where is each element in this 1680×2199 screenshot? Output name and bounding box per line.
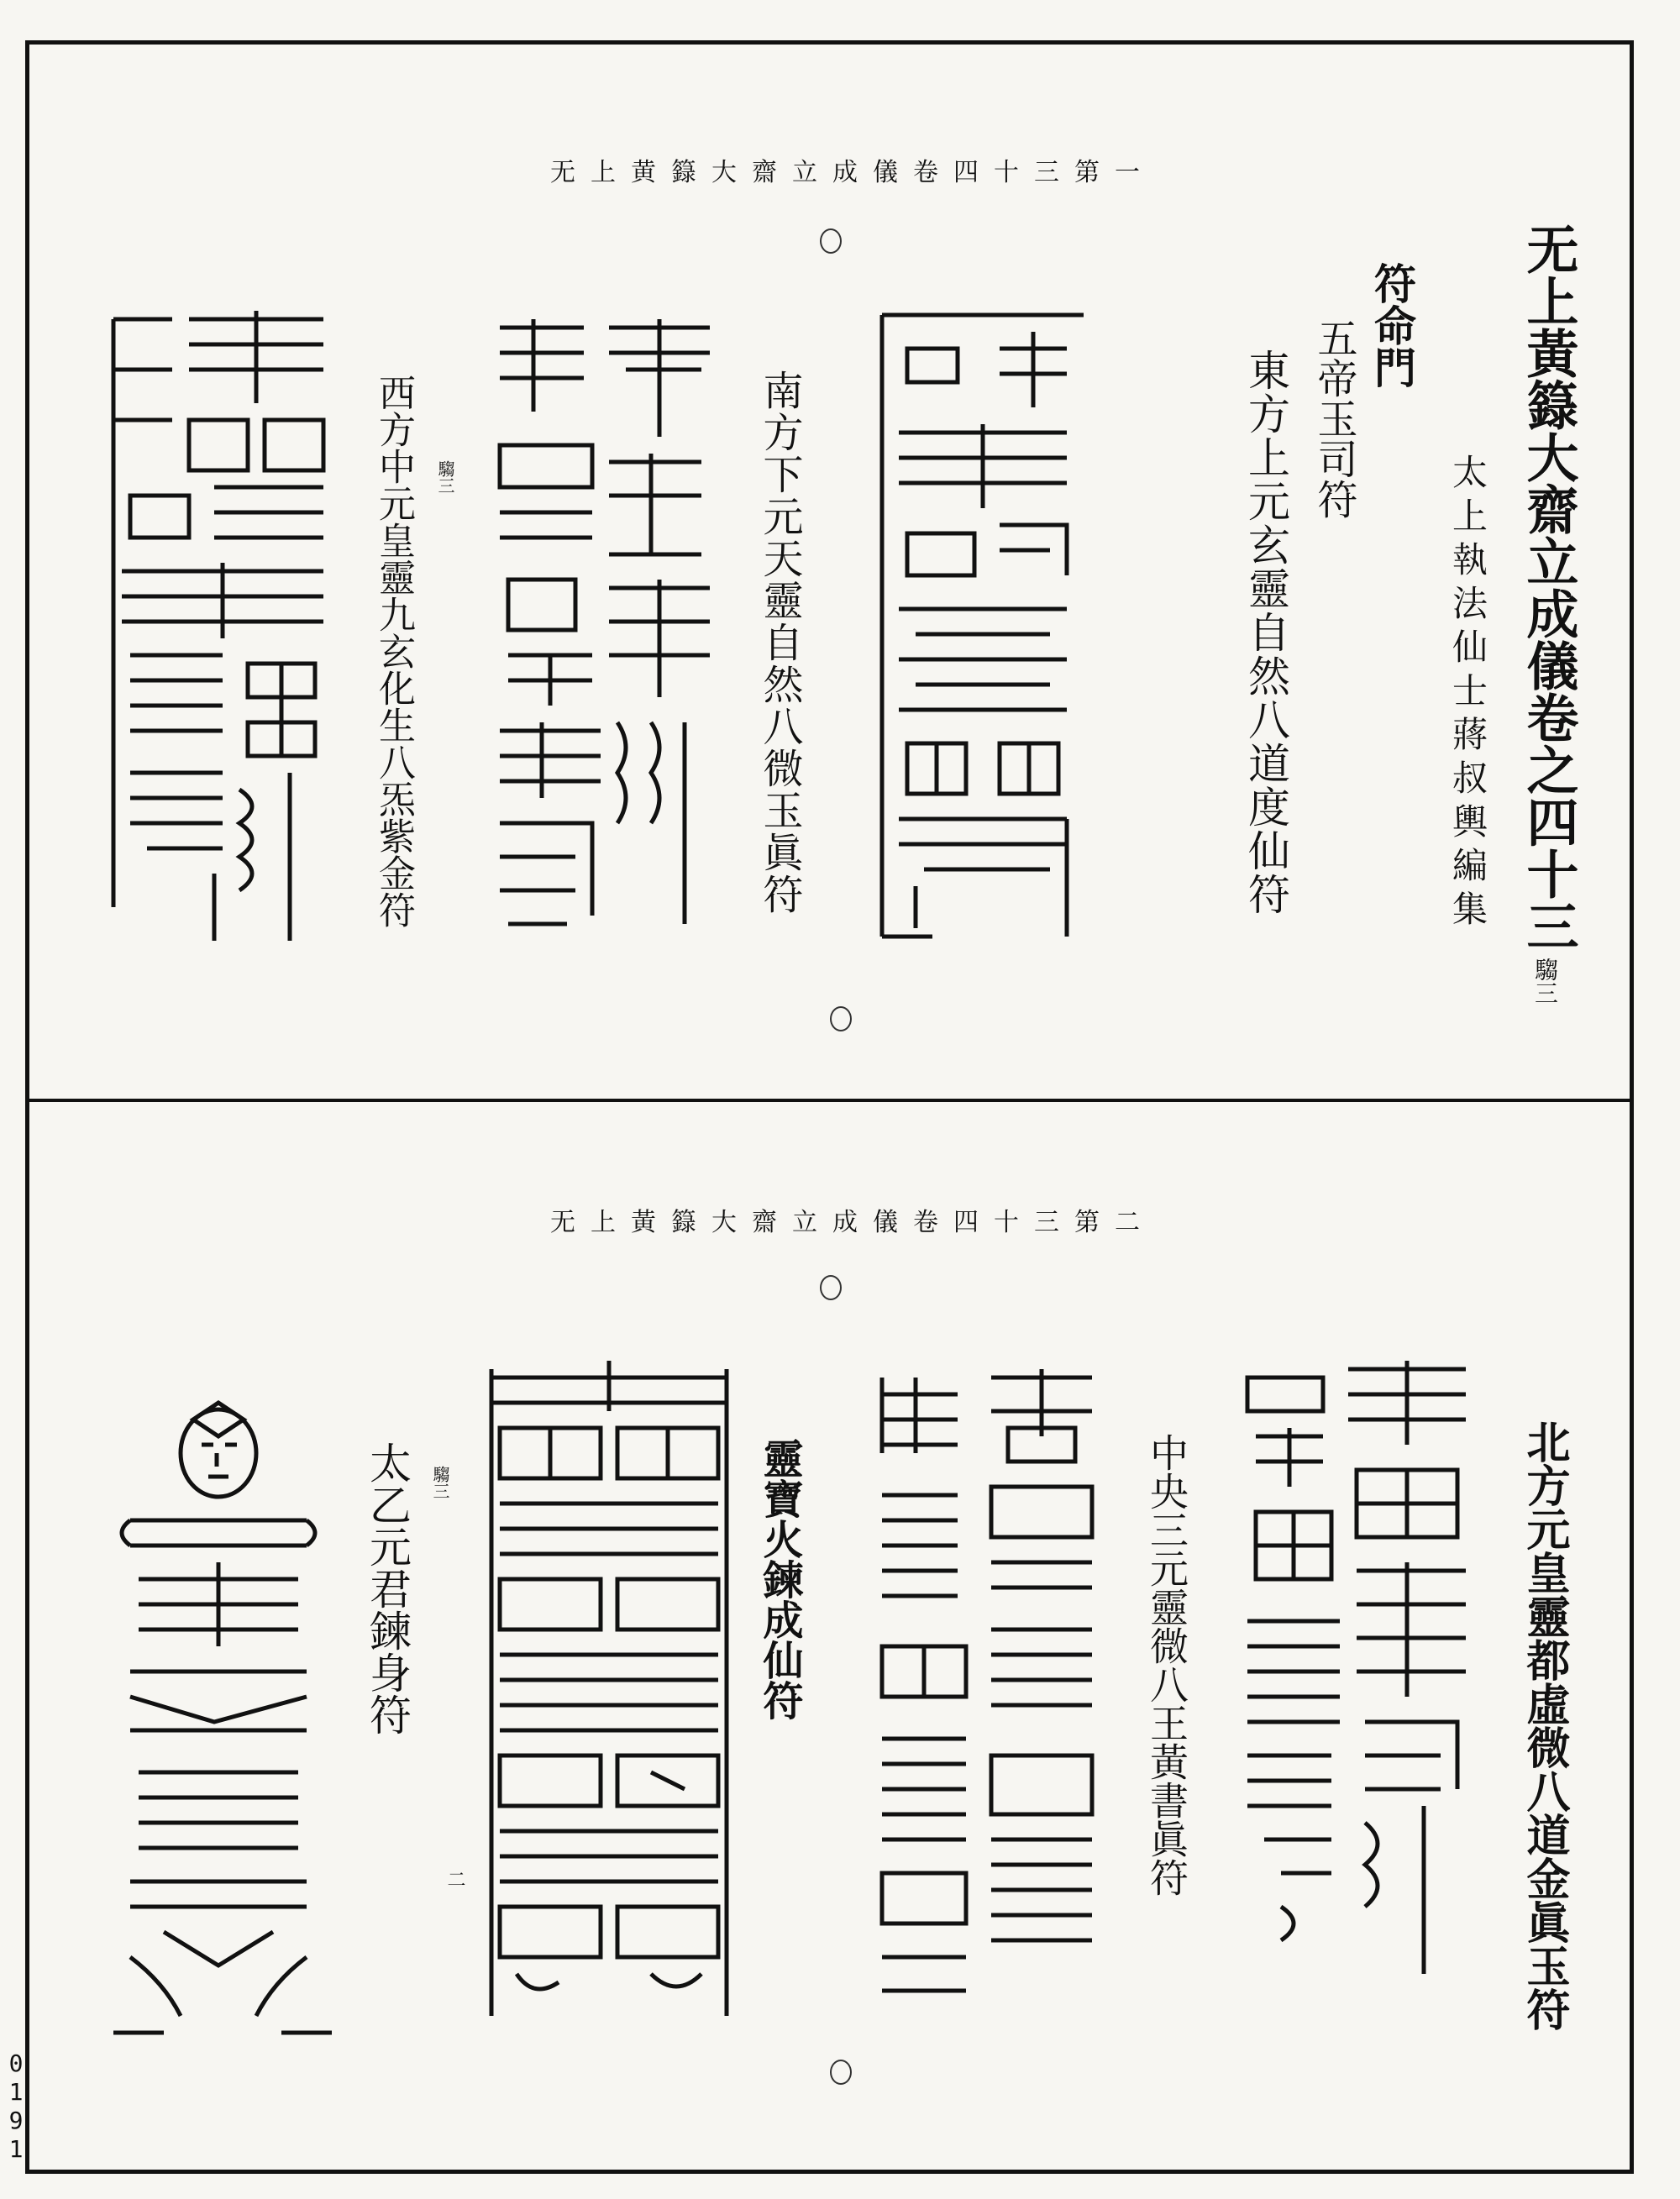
caption-taiyi: 太乙元君鍊身符 [363, 1441, 412, 1735]
binding-circle [820, 228, 842, 254]
volume-title: 无上黃籙大齋立成儀卷之四十三 [1518, 223, 1579, 952]
caption-fire: 靈寶火鍊成仙符 [756, 1438, 803, 1720]
caption-east: 東方上元玄靈自然八道度仙符 [1242, 349, 1290, 916]
editor-credit: 太上執法仙士蔣叔輿編集 [1447, 454, 1488, 934]
margin-note: 騶三 [435, 460, 455, 494]
caption-north: 北方元皇靈都虛微八道金眞玉符 [1519, 1420, 1570, 2031]
talisman-east-icon [865, 298, 1100, 953]
section-heading: 符命門 [1368, 262, 1417, 388]
talisman-center-icon [865, 1361, 1109, 2033]
talisman-west-icon [97, 302, 340, 958]
caption-south: 南方下元天靈自然八微玉眞符 [756, 370, 803, 916]
binding-circle [830, 2060, 852, 2085]
margin-mark: 二 [444, 1870, 465, 1888]
bottom-running-header: 无上黃籙大齋立成儀卷四十三第二 [550, 1208, 1155, 1237]
page-divider [25, 1099, 1634, 1102]
caption-center: 中央三元靈微八王黃書眞符 [1144, 1433, 1189, 1897]
page-number: 0 1 9 1 [8, 2049, 24, 2163]
talisman-south-icon [483, 302, 727, 958]
top-running-header: 无上黄籙大齋立成儀卷四十三第一 [550, 158, 1155, 187]
talisman-north-icon [1231, 1352, 1483, 2024]
caption-west: 西方中元皇靈九玄化生八炁紫金符 [372, 374, 415, 928]
talisman-fire-icon [483, 1352, 735, 2024]
block-marker: 騶三 [1531, 958, 1559, 1005]
margin-note: 騶三 [430, 1466, 450, 1499]
talisman-taiyi-icon [97, 1394, 349, 2049]
binding-circle [820, 1275, 842, 1300]
subsection-heading: 五帝玉司符 [1310, 318, 1357, 519]
binding-circle [830, 1006, 852, 1031]
